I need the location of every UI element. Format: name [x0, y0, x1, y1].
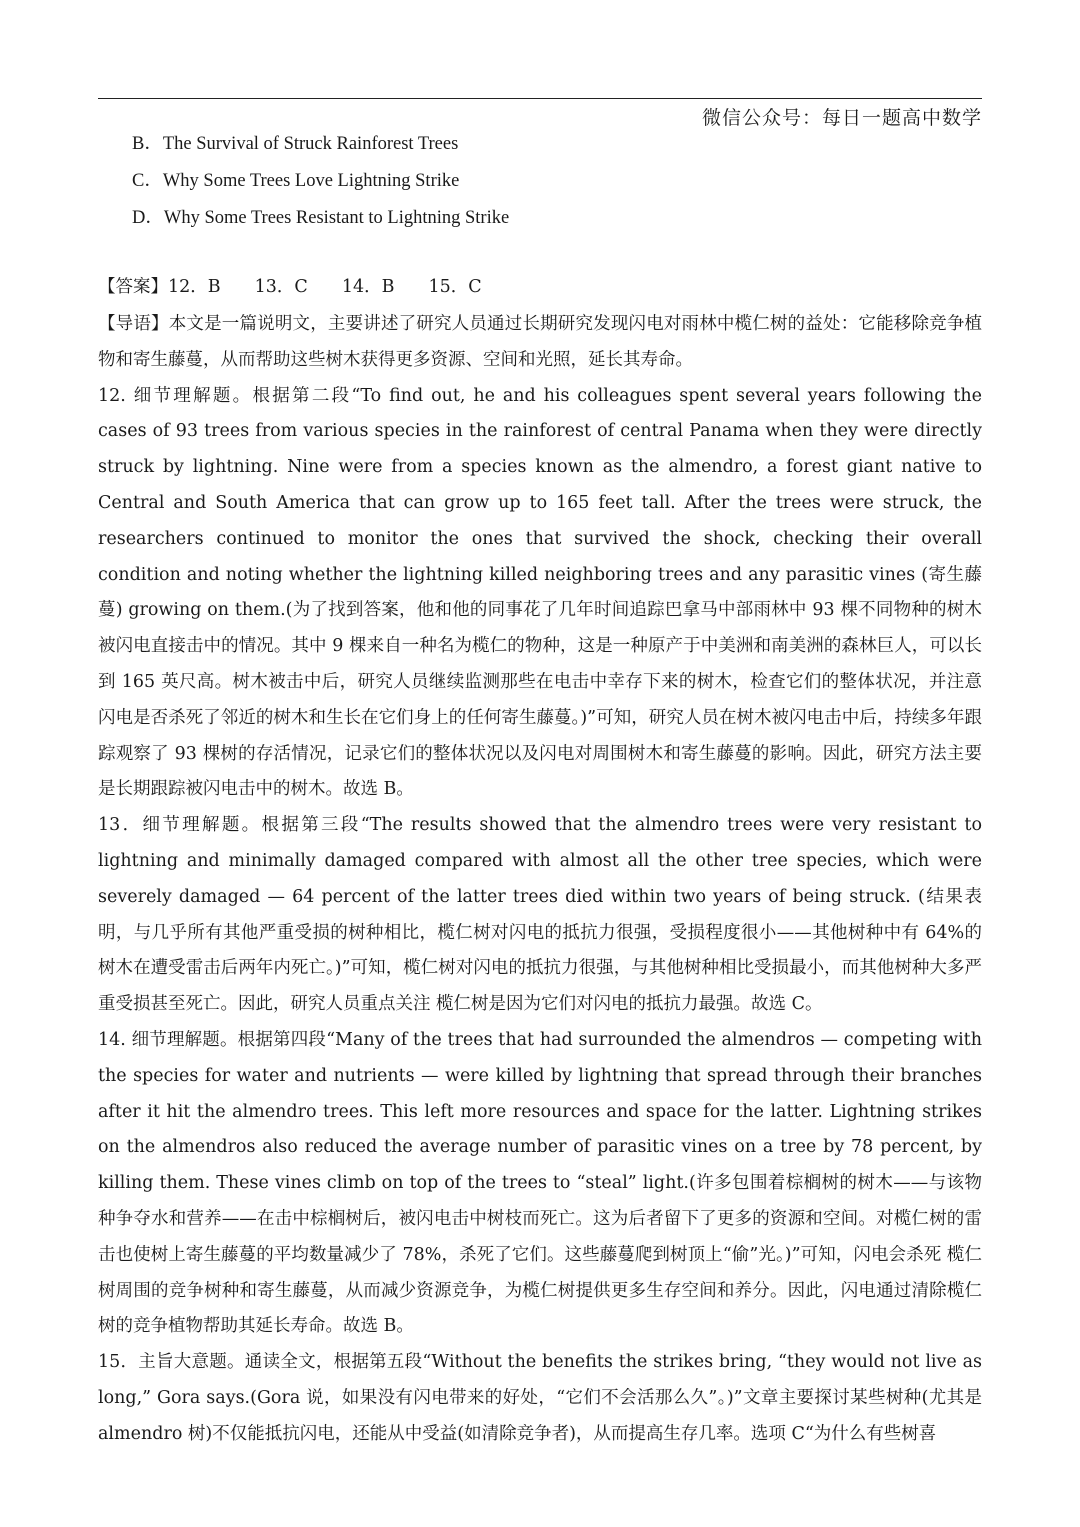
answer-options	[132, 128, 982, 239]
answer-key	[98, 272, 516, 302]
answer-14: 14．B	[341, 277, 395, 297]
answer-15: 15．C	[428, 277, 482, 297]
header-source: 微信公众号：每日一题高中数学	[701, 107, 982, 129]
intro-paragraph: 【导语】本文是一篇说明文，主要讲述了研究人员通过长期研究发现闪电对雨林中榄仁树的益处：它能移除竞争植物和寄生藤蔓，从而帮助这些树木获得更多资源、空间和光照，延长其寿命。	[98, 314, 982, 370]
answer-label: 【答案】	[98, 277, 168, 297]
explanation-14: 14. 细节理解题。根据第四段“Many of the trees that had surrounded the almendros — competing with the species for water and nutrients — were killed by lightning that spread through their branches after it hit the almendro trees. This left more resources and space for the latter. Lightning strikes on the almendros also reduced the average number of parasitic vines on a tree by 78 percent, by killing them. These vines climb on top of the trees to “steal” light.(许多包围着棕榈树的树木——与该物种争夺水和营养——在击中棕榈树后，被闪电击中树枝而死亡。这为后者留下了更多的资源和空间。对榄仁树的雷击也使树上寄生藤蔓的平均数量减少了 78%，杀死了它们。这些藤蔓爬到树顶上“偷”光。)”可知，闪电会杀死 榄仁树周围的竞争树种和寄生藤蔓，从而减少资源竞争，为榄仁树提供更多生存空间和养分。因此，闪电通过清除榄仁树的竞争植物帮助其延长寿命。故选 B。	[98, 1029, 982, 1337]
option-b: B．The Survival of Struck Rainforest Trees	[132, 134, 459, 154]
explanation-body	[98, 307, 982, 1453]
explanation-12: 12. 细节理解题。根据第二段“To find out, he and his colleagues spent several years following the cases of 93 trees from various species in the rainforest of central Panama when they were directly struck by lightning. Nine were from a species known as the almendro, a forest giant native to Central and South America that can grow up to 165 feet tall. After the trees were struck, the researchers continued to monitor the ones that survived the shock, checking their overall condition and noting whether the lightning killed neighboring trees and any parasitic vines (寄生藤蔓) growing on them.(为了找到答案，他和他的同事花了几年时间追踪巴拿马中部雨林中 93 棵不同物种的树木被闪电直接击中的情况。其中 9 棵来自一种名为榄仁的物种，这是一种原产于中美洲和南美洲的森林巨人，可以长到 165 英尺高。树木被击中后，研究人员继续监测那些在电击中幸存下来的树木，检查它们的整体状况，并注意闪电是否杀死了邻近的树木和生长在它们身上的任何寄生藤蔓。)”可知，研究人员在树木被闪电击中后，持续多年跟踪观察了 93 棵树的存活情况，记录它们的整体状况以及闪电对周围树木和寄生藤蔓的影响。因此，研究方法主要是长期跟踪被闪电击中的树木。故选 B。	[98, 385, 982, 800]
option-c: C．Why Some Trees Love Lightning Strike	[132, 171, 460, 191]
answer-13: 13．C	[254, 277, 308, 297]
answer-12: 12．B	[168, 277, 221, 297]
option-d: D．Why Some Trees Resistant to Lightning Strike	[132, 208, 510, 228]
explanation-13: 13．细节理解题。根据第三段“The results showed that the almendro trees were very resistant to lightning and minimally damaged compared with almost all the other tree species, which were severely damaged — 64 percent of the latter trees died within two years of being struck. (结果表明，与几乎所有其他严重受损的树种相比，榄仁树对闪电的抵抗力很强，受损程度很小——其他树种中有 64%的树木在遭受雷击后两年内死亡。)”可知，榄仁树对闪电的抵抗力很强，与其他树种相比受损最小，而其他树种大多严重受损甚至死亡。因此，研究人员重点关注 榄仁树是因为它们对闪电的抵抗力最强。故选 C。	[98, 815, 982, 1015]
explanation-15: 15．主旨大意题。通读全文，根据第五段“Without the benefits the strikes bring, “they would not live as long,” Gora says.(Gora 说，如果没有闪电带来的好处，“它们不会活那么久”。)”文章主要探讨某些树种(尤其是 almendro 树)不仅能抵抗闪电，还能从中受益(如清除竞争者)，从而提高生存几率。选项 C“为什么有些树喜	[98, 1352, 982, 1444]
header-divider	[98, 98, 982, 99]
